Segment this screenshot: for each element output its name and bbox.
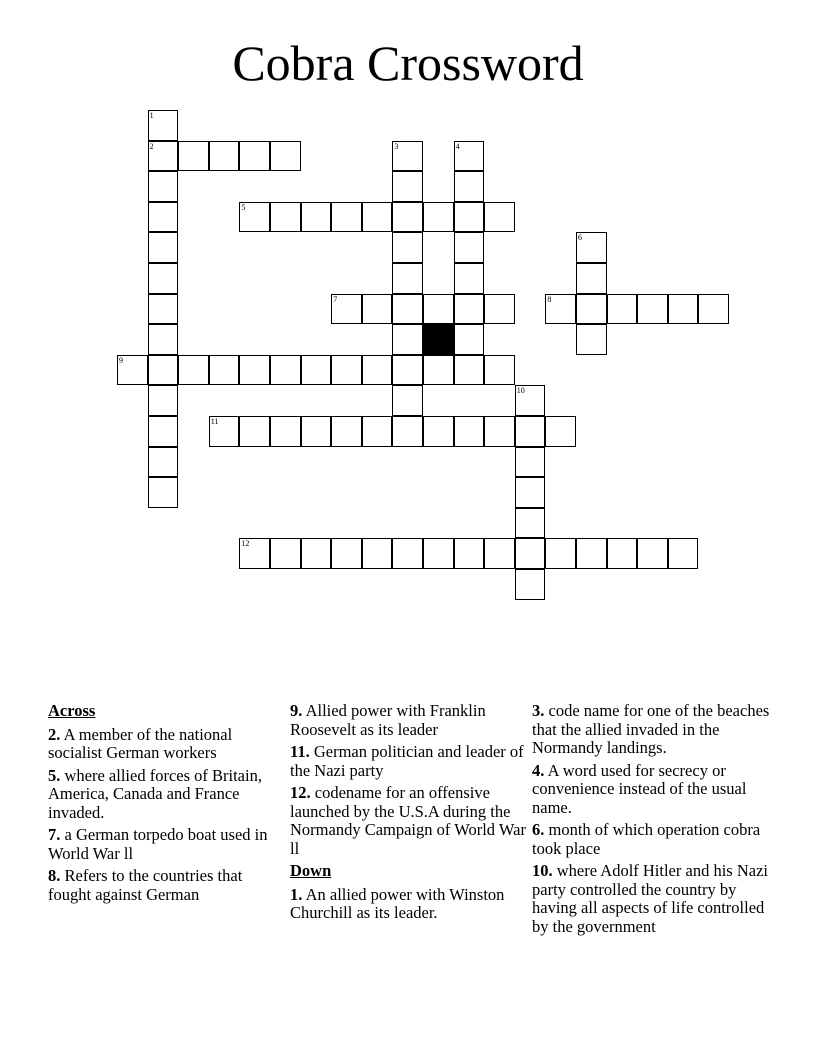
clue-number: 7.	[48, 825, 61, 844]
crossword-cell[interactable]	[209, 416, 240, 447]
crossword-cell[interactable]	[576, 538, 607, 569]
clue-text: month of which operation cobra took place	[532, 820, 761, 858]
crossword-cell[interactable]	[515, 477, 546, 508]
crossword-cell[interactable]	[545, 538, 576, 569]
crossword-cell[interactable]	[637, 294, 668, 325]
across-clue-list	[48, 726, 280, 905]
clue-item	[48, 826, 280, 863]
clue-item	[290, 743, 526, 780]
clue-text: Allied power with Franklin Roosevelt as its leader	[290, 701, 486, 739]
crossword-cell[interactable]	[454, 232, 485, 263]
crossword-cell[interactable]	[484, 416, 515, 447]
crossword-cell[interactable]	[637, 538, 668, 569]
across-heading: Across	[48, 701, 96, 720]
crossword-cell[interactable]	[454, 416, 485, 447]
cell-number: 7	[333, 294, 338, 304]
crossword-cell[interactable]	[576, 263, 607, 294]
crossword-cell[interactable]	[362, 538, 393, 569]
clue-number: 1.	[290, 884, 303, 904]
crossword-cell[interactable]	[576, 324, 607, 355]
crossword-cell[interactable]	[576, 294, 607, 325]
down-clue-list-continued	[532, 702, 772, 936]
crossword-cell[interactable]	[392, 416, 423, 447]
crossword-cell[interactable]	[576, 232, 607, 263]
crossword-cell[interactable]	[392, 171, 423, 202]
crossword-cell[interactable]	[270, 141, 301, 172]
clue-number: 5.	[48, 765, 61, 785]
crossword-cell[interactable]	[331, 538, 362, 569]
down-clue-list	[290, 886, 526, 923]
crossword-cell[interactable]	[668, 294, 699, 325]
crossword-cell[interactable]	[270, 202, 301, 233]
crossword-cell[interactable]	[301, 355, 332, 386]
crossword-cell[interactable]	[270, 538, 301, 569]
crossword-cell[interactable]	[607, 294, 638, 325]
crossword-cell[interactable]	[484, 355, 515, 386]
clue-text: where allied forces of Britain, America, Canada and France invaded.	[48, 765, 262, 822]
crossword-cell[interactable]	[178, 355, 209, 386]
clue-number: 12.	[290, 783, 311, 802]
clue-item	[48, 726, 280, 763]
clue-number: 9.	[290, 701, 303, 720]
clue-item	[532, 862, 772, 936]
clue-number: 8.	[48, 866, 61, 885]
crossword-cell[interactable]	[392, 324, 423, 355]
crossword-cell[interactable]	[392, 294, 423, 325]
crossword-cell[interactable]	[515, 447, 546, 478]
crossword-cell[interactable]	[454, 141, 485, 172]
clue-number: 6.	[532, 820, 545, 839]
crossword-cell[interactable]	[423, 355, 454, 386]
clues-column-1	[48, 702, 280, 908]
clue-text: code name for one of the beaches that the allied invaded in the Normandy landings.	[532, 701, 770, 757]
crossword-cell[interactable]	[148, 232, 179, 263]
clue-item	[290, 784, 526, 858]
crossword-cell[interactable]	[362, 416, 393, 447]
crossword-cell[interactable]	[301, 538, 332, 569]
crossword-cell[interactable]	[484, 202, 515, 233]
cell-number: 12	[241, 539, 250, 549]
clue-text: An allied power with Winston Churchill as its leader.	[290, 884, 505, 922]
crossword-cell[interactable]	[454, 538, 485, 569]
crossword-cell[interactable]	[668, 538, 699, 569]
crossword-cell[interactable]	[454, 171, 485, 202]
clue-item	[532, 702, 772, 758]
clue-number: 10.	[532, 861, 553, 880]
crossword-cell[interactable]	[270, 416, 301, 447]
clues-column-2	[290, 702, 526, 927]
clue-number: 4.	[532, 760, 545, 780]
crossword-cell[interactable]	[239, 355, 270, 386]
cell-number: 5	[241, 202, 246, 212]
crossword-cell[interactable]	[331, 355, 362, 386]
crossword-cell[interactable]	[362, 294, 393, 325]
cell-number: 10	[516, 386, 525, 396]
clue-item	[48, 867, 280, 904]
crossword-cell[interactable]	[392, 141, 423, 172]
crossword-cell[interactable]	[239, 416, 270, 447]
crossword-cell[interactable]	[454, 355, 485, 386]
crossword-cell[interactable]	[392, 202, 423, 233]
crossword-cell[interactable]	[362, 202, 393, 233]
crossword-cell[interactable]	[239, 141, 270, 172]
crossword-cell[interactable]	[607, 538, 638, 569]
crossword-cell[interactable]	[698, 294, 729, 325]
crossword-cell[interactable]	[148, 324, 179, 355]
cell-number: 8	[547, 294, 552, 304]
cell-number: 9	[119, 355, 123, 365]
crossword-cell[interactable]	[454, 263, 485, 294]
clue-item	[290, 886, 526, 923]
crossword-cell[interactable]	[148, 416, 179, 447]
clue-text: German politician and leader of the Nazi party	[290, 742, 524, 780]
crossword-cell[interactable]	[362, 355, 393, 386]
clue-text: codename for an offensive launched by the U.S.A during the Normandy Campaign of World War ll	[290, 783, 526, 858]
clue-text: where Adolf Hitler and his Nazi party controlled the country by having all aspects of life controlled by the government	[532, 861, 768, 936]
across-clue-list-continued	[290, 702, 526, 858]
clue-item	[532, 821, 772, 858]
crossword-cell[interactable]	[545, 416, 576, 447]
crossword-cell[interactable]	[148, 263, 179, 294]
clue-text: a German torpedo boat used in World War ll	[48, 825, 268, 863]
clue-text: Refers to the countries that fought against German	[48, 866, 243, 904]
crossword-cell[interactable]	[331, 294, 362, 325]
cell-number: 6	[578, 233, 582, 243]
puzzle-title: Cobra Crossword	[232, 35, 584, 91]
crossword-cell[interactable]	[545, 294, 576, 325]
crossword-cell[interactable]	[515, 569, 546, 600]
clue-text: A member of the national socialist German workers	[48, 724, 233, 762]
crossword-cell[interactable]	[148, 141, 179, 172]
crossword-cell[interactable]	[239, 202, 270, 233]
crossword-cell[interactable]	[178, 141, 209, 172]
crossword-cell[interactable]	[515, 416, 546, 447]
clue-text: A word used for secrecy or convenience instead of the usual name.	[532, 760, 747, 817]
clue-number: 11.	[290, 742, 310, 761]
crossword-cell[interactable]	[148, 385, 179, 416]
crossword-cell[interactable]	[392, 232, 423, 263]
crossword-cell[interactable]	[301, 202, 332, 233]
cell-number: 11	[210, 417, 219, 426]
crossword-cell[interactable]	[148, 202, 179, 233]
crossword-cell[interactable]	[423, 416, 454, 447]
cell-number: 1	[149, 111, 154, 120]
crossword-cell[interactable]	[331, 416, 362, 447]
crossword-cell[interactable]	[301, 416, 332, 447]
crossword-cell[interactable]	[117, 355, 148, 386]
crossword-cell[interactable]	[148, 171, 179, 202]
crossword-cell[interactable]	[148, 355, 179, 386]
crossword-black-cell	[423, 324, 454, 355]
crossword-cell[interactable]	[270, 355, 301, 386]
cell-number: 2	[149, 141, 154, 151]
cell-number: 4	[455, 141, 460, 151]
crossword-cell[interactable]	[392, 263, 423, 294]
crossword-cell[interactable]	[331, 202, 362, 233]
clue-item	[48, 767, 280, 823]
crossword-cell[interactable]	[148, 110, 179, 141]
crossword-cell[interactable]	[209, 141, 240, 172]
crossword-cell[interactable]	[148, 477, 179, 508]
crossword-cell[interactable]	[239, 538, 270, 569]
crossword-cell[interactable]	[484, 538, 515, 569]
crossword-cell[interactable]	[423, 294, 454, 325]
crossword-cell[interactable]	[148, 447, 179, 478]
crossword-cell[interactable]	[454, 202, 485, 233]
clue-item	[532, 762, 772, 818]
crossword-cell[interactable]	[484, 294, 515, 325]
crossword-cell[interactable]	[454, 324, 485, 355]
crossword-cell[interactable]	[392, 538, 423, 569]
crossword-cell[interactable]	[423, 202, 454, 233]
crossword-cell[interactable]	[515, 508, 546, 539]
cell-number: 3	[394, 141, 399, 151]
crossword-cell[interactable]	[515, 538, 546, 569]
clue-item	[290, 702, 526, 739]
crossword-cell[interactable]	[392, 355, 423, 386]
crossword-cell[interactable]	[515, 385, 546, 416]
crossword-cell[interactable]	[392, 385, 423, 416]
clue-number: 3.	[532, 701, 545, 720]
clues-column-3	[532, 702, 772, 940]
crossword-cell[interactable]	[423, 538, 454, 569]
down-heading: Down	[290, 861, 332, 880]
clue-number: 2.	[48, 724, 61, 744]
crossword-cell[interactable]	[148, 294, 179, 325]
crossword-cell[interactable]	[209, 355, 240, 386]
crossword-cell[interactable]	[454, 294, 485, 325]
